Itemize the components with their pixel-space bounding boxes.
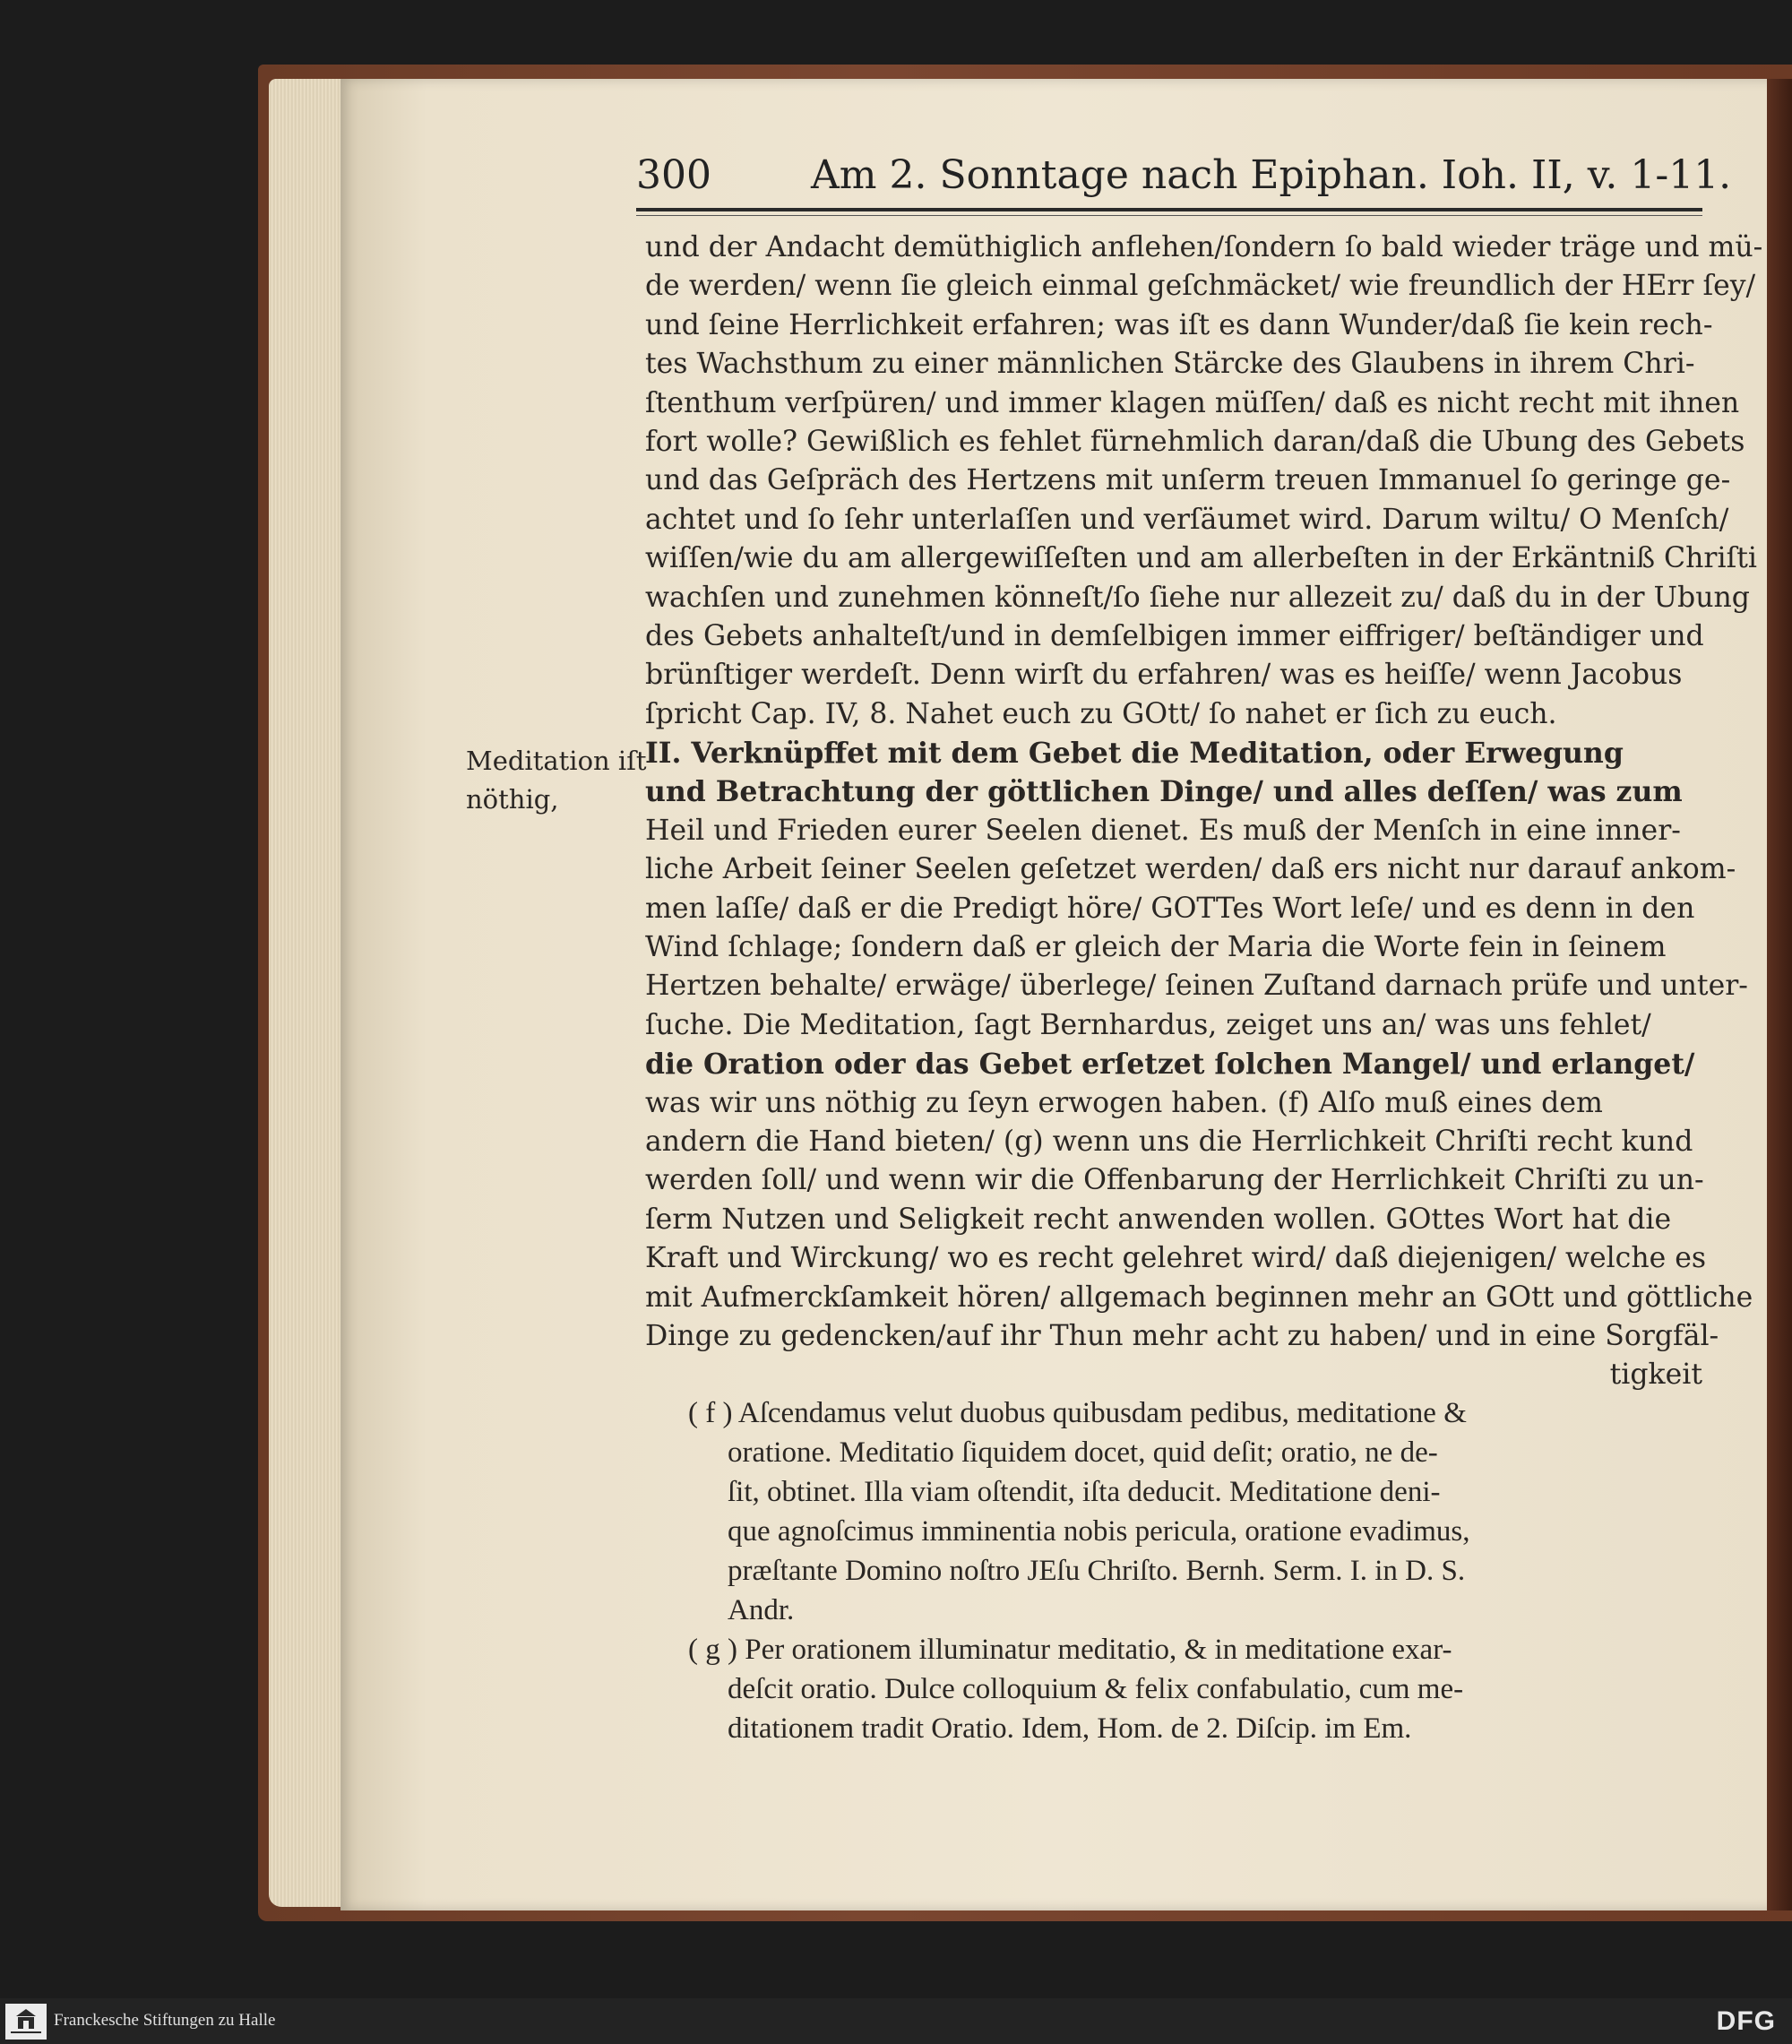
text-line: ſpricht Cap. IV, 8. Nahet euch zu GOtt/ ſo nahet er ſich zu euch. xyxy=(645,697,1557,730)
footnote-line: præſtante Domino noſtro JEſu Chriſto. Bernh. Serm. I. in D. S. xyxy=(728,1555,1466,1587)
page-number: 300 xyxy=(636,152,711,198)
text-line: Wind ſchlage; ſondern daß er gleich der Maria die Worte fein in ſeinem xyxy=(645,931,1667,964)
text-line: was wir uns nöthig zu ſeyn erwogen haben. (f) Alſo muß eines dem xyxy=(645,1086,1603,1119)
text-line: ſuche. Die Meditation, ſagt Bernhardus, zeiget uns an/ was uns fehlet/ xyxy=(645,1008,1651,1041)
footnote-line: ditationem tradit Oratio. Idem, Hom. de 2. Diſcip. im Em. xyxy=(728,1712,1412,1745)
text-line: Hertzen behalte/ erwäge/ überlege/ ſeinen Zuſtand darnach prüfe und unter- xyxy=(645,970,1748,1003)
viewer-footer xyxy=(0,1998,1792,2044)
cover-right-edge xyxy=(1767,79,1792,1910)
text-line: II. Verknüpffet mit dem Gebet die Meditation, oder Erwegung xyxy=(645,737,1624,771)
text-line: Kraft und Wirckung/ wo es recht gelehret wird/ daß diejenigen/ welche es xyxy=(645,1242,1707,1275)
text-line: und ſeine Herrlichkeit erfahren; was iſt es dann Wunder/daß ſie kein rech- xyxy=(645,308,1713,341)
page-header xyxy=(636,143,1732,206)
text-line: ſtenthum verſpüren/ und immer klagen müſſen/ daß es nicht recht mit ihnen xyxy=(645,386,1740,419)
catchword: tigkeit xyxy=(1609,1358,1702,1392)
text-line: brünſtiger werdeſt. Denn wirſt du erfahren/ was es heiſſe/ wenn Jacobus xyxy=(645,659,1683,692)
main-text xyxy=(645,229,1763,1395)
text-line: Dinge zu gedencken/auf ihr Thun mehr acht zu haben/ und in eine Sorgfäl- xyxy=(645,1319,1719,1352)
dfg-logo[interactable]: DFG xyxy=(1716,2006,1776,2036)
footnote-line: ſit, obtinet. Illa viam oſtendit, iſta deducit. Meditatione deni- xyxy=(728,1476,1441,1508)
text-line: die Oration oder das Gebet erſetzet ſolchen Mangel/ und erlanget/ xyxy=(645,1048,1695,1082)
text-line: andern die Hand bieten/ (g) wenn uns die Herrlichkeit Chriſti recht kund xyxy=(645,1125,1693,1158)
page-block-edge xyxy=(269,79,349,1907)
text-line: des Gebets anhalteſt/und in demſelbigen immer eiffriger/ beſtändiger und xyxy=(645,619,1704,652)
marginal-note-line: nöthig, xyxy=(466,784,559,815)
marginal-note-line: Meditation iſt xyxy=(466,746,647,776)
footnote-line: oratione. Meditatio ſiquidem docet, quid deſit; oratio, ne de- xyxy=(728,1436,1438,1469)
text-line: werden ſoll/ und wenn wir die Offenbarung der Herrlichkeit Chriſti zu un- xyxy=(645,1164,1704,1197)
library-logo-icon[interactable] xyxy=(5,2004,47,2040)
text-line: Heil und Frieden eurer Seelen dienet. Es muß der Menſch in eine inner- xyxy=(645,814,1681,847)
footnote-line: deſcit oratio. Dulce colloquium & felix confabulatio, cum me- xyxy=(728,1673,1464,1705)
library-name[interactable]: Franckesche Stiftungen zu Halle xyxy=(54,2011,276,2030)
text-line: tes Wachsthum zu einer männlichen Stärcke des Glaubens in ihrem Chri- xyxy=(645,348,1695,381)
text-line: und das Geſpräch des Hertzens mit unſerm treuen Immanuel ſo geringe ge- xyxy=(645,464,1731,497)
footnote-line: ( f ) Aſcendamus velut duobus quibusdam pedibus, meditatione & xyxy=(688,1397,1467,1429)
text-line: de werden/ wenn ſie gleich einmal geſchmäcket/ wie freundlich der HErr ſey/ xyxy=(645,270,1756,303)
header-rule-thin xyxy=(636,215,1702,216)
footnote-line: que agnoſcimus imminentia nobis pericula, oratione evadimus, xyxy=(728,1515,1470,1548)
footnotes xyxy=(688,1393,1701,1748)
footnote-line: Andr. xyxy=(728,1594,795,1626)
text-line: wachſen und zunehmen könneſt/ſo ſiehe nur allezeit zu/ daß du in der Ubung xyxy=(645,581,1750,614)
text-line: liche Arbeit ſeiner Seelen geſetzet werden/ daß ers nicht nur darauf ankom- xyxy=(645,853,1736,886)
header-rule xyxy=(636,208,1702,211)
text-line: und der Andacht demüthiglich anflehen/ſondern ſo bald wieder träge und mü- xyxy=(645,231,1763,263)
text-line: fort wolle? Gewißlich es fehlet fürnehmlich daran/daß die Ubung des Gebets xyxy=(645,425,1745,458)
text-line: ſerm Nutzen und Seligkeit recht anwenden wollen. GOttes Wort hat die xyxy=(645,1203,1672,1236)
marginal-note xyxy=(466,742,645,820)
text-line: und Betrachtung der göttlichen Dinge/ und alles deſſen/ was zum xyxy=(645,775,1683,809)
running-title: Am 2. Sonntage nach Epiphan. Ioh. II, v. 1-11. xyxy=(811,152,1732,198)
text-line: mit Aufmerckſamkeit hören/ allgemach beginnen mehr an GOtt und göttliche xyxy=(645,1281,1753,1314)
text-line: achtet und ſo ſehr unterlaſſen und verſäumet wird. Darum wiltu/ O Menſch/ xyxy=(645,503,1729,536)
text-line: wiſſen/wie du am allergewiſſeſten und am allerbeſten in der Erkäntniß Chriſti xyxy=(645,542,1757,575)
text-line: men laſſe/ daß er die Predigt höre/ GOTTes Wort leſe/ und es denn in den xyxy=(645,892,1695,925)
footnote-line: ( g ) Per orationem illuminatur meditatio, & in meditatione exar- xyxy=(688,1634,1452,1666)
